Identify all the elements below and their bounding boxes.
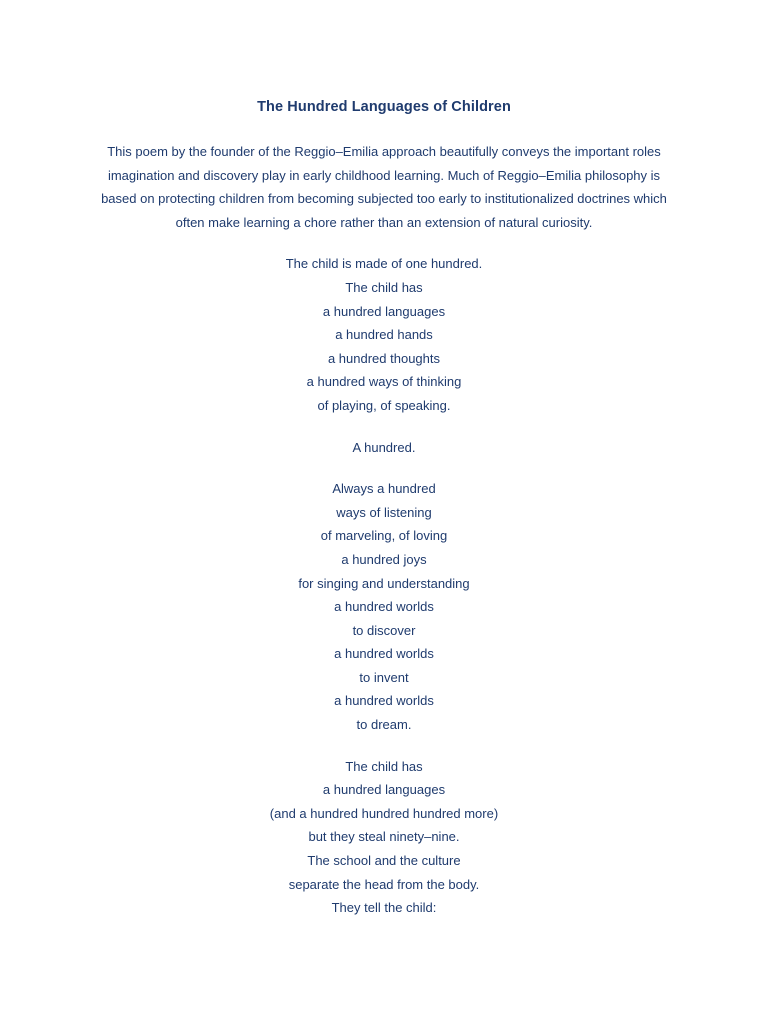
poem-line: to discover	[352, 622, 416, 638]
poem-line: The child has	[345, 758, 423, 774]
poem-line: a hundred ways of thinking	[306, 374, 462, 390]
poem-stanza	[0, 477, 768, 737]
poem-line: a hundred hands	[335, 327, 433, 343]
intro-line: based on protecting children from becoming subjected too early to institutionalized doctrines which	[101, 191, 667, 207]
poem-line: but they steal ninety–nine.	[308, 829, 460, 845]
document-title: The Hundred Languages of Children	[257, 99, 511, 115]
poem-line: The child is made of one hundred.	[285, 256, 483, 272]
intro-line: often make learning a chore rather than an extension of natural curiosity.	[175, 214, 593, 230]
poem-line: A hundred.	[352, 439, 416, 455]
poem-line: The child has	[345, 279, 423, 295]
poem-line: of playing, of speaking.	[317, 397, 451, 413]
poem-stanza	[0, 755, 768, 920]
intro-paragraph	[84, 140, 684, 234]
poem-line: ways of listening	[336, 504, 432, 520]
poem-line: to dream.	[356, 717, 412, 733]
poem-line: to invent	[359, 669, 409, 685]
poem-line: a hundred thoughts	[327, 350, 441, 366]
poem-line: of marveling, of loving	[320, 528, 448, 544]
poem-stanza	[0, 436, 768, 460]
poem-line: a hundred languages	[322, 303, 446, 319]
poem-line: Always a hundred	[332, 481, 436, 497]
intro-line: This poem by the founder of the Reggio–Emilia approach beautifully conveys the important roles	[107, 144, 661, 159]
poem-line: (and a hundred hundred hundred more)	[269, 805, 499, 821]
poem-line: They tell the child:	[331, 900, 437, 916]
poem	[0, 252, 768, 919]
poem-stanza	[0, 252, 768, 417]
poem-line: The school and the culture	[307, 853, 461, 869]
poem-line: a hundred languages	[322, 782, 446, 798]
poem-line: separate the head from the body.	[288, 876, 480, 892]
intro-line: imagination and discovery play in early childhood learning. Much of Reggio–Emilia philosophy is	[107, 167, 661, 183]
poem-line: a hundred worlds	[334, 693, 434, 709]
poem-line: for singing and understanding	[298, 575, 470, 591]
poem-line: a hundred worlds	[334, 599, 434, 615]
poem-line: a hundred worlds	[334, 646, 434, 662]
poem-line: a hundred joys	[341, 551, 427, 567]
